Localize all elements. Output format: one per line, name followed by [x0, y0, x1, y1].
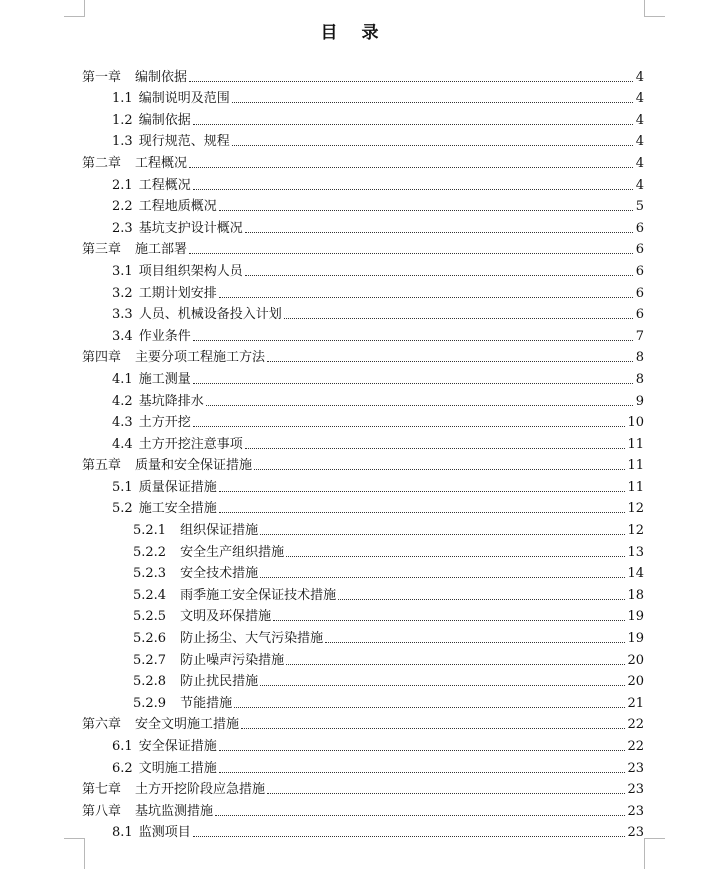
- toc-entry-page-number: 6: [635, 263, 644, 279]
- toc-entry-page-number: 4: [635, 69, 644, 85]
- toc-entry-page-number: 4: [635, 112, 644, 128]
- toc-entry-label: 节能措施: [180, 695, 233, 711]
- toc-entry-page-number: 23: [627, 825, 644, 841]
- toc-entry-number: 5.2.3: [133, 566, 167, 582]
- toc-entry-number: 1.2: [112, 112, 133, 128]
- toc-entry-number: 1.3: [112, 134, 133, 150]
- toc-entry-page-number: 10: [627, 415, 644, 431]
- toc-entry-number: 1.1: [112, 91, 133, 107]
- toc-dot-leader: [219, 512, 626, 513]
- toc-entry-label: 人员、机械设备投入计划: [138, 307, 282, 323]
- toc-entry[interactable]: [82, 712, 644, 734]
- toc-entry-number: 第八章: [82, 803, 122, 819]
- toc-entry-page-number: 4: [635, 91, 644, 107]
- toc-entry[interactable]: [82, 215, 644, 237]
- toc-dot-leader: [193, 426, 626, 427]
- toc-dot-leader: [284, 318, 633, 319]
- toc-dot-leader: [234, 707, 625, 708]
- toc-entry-label: 组织保证措施: [180, 523, 259, 539]
- toc-entry[interactable]: [82, 302, 644, 324]
- toc-entry-label: 安全文明施工措施: [135, 717, 240, 733]
- toc-entry-label: 工期计划安排: [138, 285, 217, 301]
- toc-entry-label: 文明及环保措施: [180, 609, 272, 625]
- toc-entry-number: 5.2: [112, 501, 133, 517]
- toc-entry-label: 基坑支护设计概况: [138, 220, 243, 236]
- toc-entry-label: 雨季施工安全保证技术措施: [180, 587, 337, 603]
- toc-entry-label: 监测项目: [138, 825, 191, 841]
- toc-dot-leader: [241, 728, 625, 729]
- toc-entry[interactable]: [82, 172, 644, 194]
- toc-entry[interactable]: [82, 496, 644, 518]
- toc-entry-page-number: 13: [627, 544, 644, 560]
- toc-entry-label: 安全生产组织措施: [180, 544, 285, 560]
- toc-entry-number: 2.2: [112, 199, 133, 215]
- toc-dot-leader: [245, 232, 633, 233]
- toc-entry-page-number: 5: [635, 199, 644, 215]
- toc-entry-label: 工程概况: [138, 177, 191, 193]
- toc-dot-leader: [286, 556, 625, 557]
- toc-entry-page-number: 4: [635, 177, 644, 193]
- toc-entry[interactable]: [82, 194, 644, 216]
- toc-dot-leader: [193, 836, 626, 837]
- toc-entry-number: 第六章: [82, 717, 122, 733]
- toc-dot-leader: [232, 102, 633, 103]
- toc-entry-number: 5.2.5: [133, 609, 167, 625]
- toc-entry-label: 土方开挖注意事项: [138, 436, 243, 452]
- toc-entry[interactable]: [82, 755, 644, 777]
- toc-entry-page-number: 6: [635, 285, 644, 301]
- toc-entry[interactable]: [82, 669, 644, 691]
- toc-entry-page-number: 9: [635, 393, 644, 409]
- toc-entry[interactable]: [82, 798, 644, 820]
- toc-entry-page-number: 23: [627, 782, 644, 798]
- toc-entry-label: 防止扰民措施: [180, 674, 259, 690]
- toc-entry-number: 4.3: [112, 415, 133, 431]
- toc-entry-page-number: 4: [635, 134, 644, 150]
- toc-entry-number: 4.4: [112, 436, 133, 452]
- toc-dot-leader: [189, 253, 633, 254]
- toc-entry[interactable]: [82, 561, 644, 583]
- toc-entry-number: 2.1: [112, 177, 133, 193]
- toc-entry[interactable]: [82, 539, 644, 561]
- table-of-contents: [82, 64, 644, 841]
- toc-entry-number: 4.2: [112, 393, 133, 409]
- toc-entry[interactable]: [82, 453, 644, 475]
- toc-entry-label: 文明施工措施: [138, 760, 217, 776]
- toc-title-char-1: 目: [320, 23, 340, 43]
- toc-dot-leader: [193, 189, 633, 190]
- toc-entry-page-number: 8: [635, 350, 644, 366]
- toc-dot-leader: [193, 383, 633, 384]
- toc-entry-page-number: 23: [627, 803, 644, 819]
- toc-dot-leader: [267, 361, 633, 362]
- toc-entry-label: 质量保证措施: [138, 479, 217, 495]
- toc-dot-leader: [219, 772, 626, 773]
- toc-entry-number: 3.1: [112, 263, 133, 279]
- toc-entry[interactable]: [82, 582, 644, 604]
- toc-dot-leader: [193, 124, 633, 125]
- toc-entry[interactable]: [82, 410, 644, 432]
- toc-entry-number: 5.1: [112, 479, 133, 495]
- toc-entry[interactable]: [82, 690, 644, 712]
- toc-entry-page-number: 6: [635, 242, 644, 258]
- toc-entry-label: 工程地质概况: [138, 199, 217, 215]
- toc-entry-page-number: 8: [635, 371, 644, 387]
- toc-entry-number: 2.3: [112, 220, 133, 236]
- toc-entry-number: 第五章: [82, 458, 122, 474]
- toc-entry-label: 项目组织架构人员: [138, 263, 243, 279]
- toc-entry-page-number: 12: [627, 501, 644, 517]
- toc-entry[interactable]: [82, 150, 644, 172]
- toc-dot-leader: [325, 642, 625, 643]
- toc-dot-leader: [286, 664, 625, 665]
- toc-entry-label: 主要分项工程施工方法: [135, 350, 266, 366]
- toc-entry-number: 6.1: [112, 739, 133, 754]
- toc-entry-page-number: 7: [635, 328, 644, 344]
- crop-mark-bottom-right: [644, 838, 665, 869]
- toc-entry-page-number: 20: [627, 674, 644, 690]
- toc-entry-label: 基坑监测措施: [135, 803, 214, 819]
- toc-entry[interactable]: [82, 777, 644, 799]
- toc-entry-page-number: 11: [627, 458, 644, 474]
- toc-entry-number: 第三章: [82, 242, 122, 258]
- toc-entry[interactable]: [82, 820, 644, 842]
- toc-entry[interactable]: [82, 647, 644, 669]
- toc-entry-page-number: 23: [627, 760, 644, 776]
- toc-dot-leader: [267, 793, 625, 794]
- toc-dot-leader: [189, 81, 633, 82]
- toc-entry-number: 5.2.1: [133, 523, 167, 539]
- toc-entry[interactable]: [82, 733, 644, 755]
- toc-title: [0, 18, 701, 43]
- toc-entry-number: 8.1: [112, 825, 133, 841]
- toc-entry-page-number: 11: [627, 479, 644, 495]
- toc-entry[interactable]: [82, 258, 644, 280]
- crop-mark-top-right: [644, 0, 665, 17]
- toc-entry-label: 编制说明及范围: [138, 91, 230, 107]
- toc-entry-label: 编制依据: [138, 112, 191, 128]
- toc-dot-leader: [219, 750, 626, 751]
- toc-entry-label: 施工安全措施: [138, 501, 217, 517]
- toc-entry-label: 土方开挖阶段应急措施: [135, 782, 266, 798]
- toc-entry-number: 5.2.2: [133, 544, 167, 560]
- toc-dot-leader: [193, 340, 633, 341]
- toc-entry[interactable]: [82, 366, 644, 388]
- toc-dot-leader: [245, 275, 633, 276]
- toc-entry-number: 5.2.4: [133, 587, 167, 603]
- toc-entry-label: 工程概况: [135, 155, 188, 171]
- toc-entry[interactable]: [82, 345, 644, 367]
- toc-dot-leader: [219, 210, 633, 211]
- toc-entry-number: 5.2.7: [133, 652, 167, 668]
- toc-entry-label: 防止扬尘、大气污染措施: [180, 631, 324, 647]
- toc-entry-label: 质量和安全保证措施: [135, 458, 253, 474]
- toc-entry-number: 第七章: [82, 782, 122, 798]
- toc-dot-leader: [254, 469, 625, 470]
- toc-dot-leader: [232, 145, 633, 146]
- toc-dot-leader: [260, 534, 625, 535]
- toc-entry-number: 3.4: [112, 328, 133, 344]
- toc-entry-page-number: 11: [627, 436, 644, 452]
- toc-entry[interactable]: [82, 323, 644, 345]
- toc-entry-label: 作业条件: [138, 328, 191, 344]
- toc-entry-number: 5.2.6: [133, 631, 167, 647]
- toc-entry-page-number: 22: [627, 739, 644, 754]
- toc-dot-leader: [260, 577, 625, 578]
- toc-entry-label: 土方开挖: [138, 415, 191, 431]
- toc-entry-number: 第四章: [82, 350, 122, 366]
- toc-entry-label: 现行规范、规程: [138, 134, 230, 150]
- toc-entry-page-number: 22: [627, 717, 644, 733]
- toc-dot-leader: [206, 405, 633, 406]
- toc-dot-leader: [215, 815, 625, 816]
- toc-entry-number: 6.2: [112, 760, 133, 776]
- toc-dot-leader: [219, 491, 626, 492]
- toc-entry-page-number: 6: [635, 307, 644, 323]
- toc-dot-leader: [273, 620, 625, 621]
- toc-entry-page-number: 21: [627, 695, 644, 711]
- toc-entry[interactable]: [82, 517, 644, 539]
- toc-title-char-2: 录: [361, 23, 381, 43]
- toc-entry[interactable]: [82, 237, 644, 259]
- toc-dot-leader: [260, 685, 625, 686]
- toc-entry[interactable]: [82, 129, 644, 151]
- toc-entry-page-number: 20: [627, 652, 644, 668]
- toc-entry-label: 施工部署: [135, 242, 188, 258]
- toc-entry-number: 第二章: [82, 155, 122, 171]
- toc-entry[interactable]: [82, 107, 644, 129]
- toc-dot-leader: [338, 599, 625, 600]
- toc-entry[interactable]: [82, 280, 644, 302]
- toc-entry-number: 第一章: [82, 69, 122, 85]
- toc-entry-page-number: 14: [627, 566, 644, 582]
- toc-dot-leader: [189, 167, 633, 168]
- toc-entry[interactable]: [82, 625, 644, 647]
- toc-entry[interactable]: [82, 388, 644, 410]
- toc-entry-number: 5.2.8: [133, 674, 167, 690]
- toc-entry-page-number: 19: [627, 609, 644, 625]
- toc-dot-leader: [219, 297, 633, 298]
- toc-entry[interactable]: [82, 474, 644, 496]
- toc-entry[interactable]: [82, 64, 644, 86]
- toc-entry-label: 基坑降排水: [138, 393, 204, 409]
- toc-entry-label: 防止噪声污染措施: [180, 652, 285, 668]
- toc-entry-label: 编制依据: [135, 69, 188, 85]
- toc-entry-page-number: 6: [635, 220, 644, 236]
- crop-mark-top-left: [64, 0, 85, 17]
- toc-entry-number: 3.3: [112, 307, 133, 323]
- toc-entry-number: 5.2.9: [133, 695, 167, 711]
- toc-entry-page-number: 18: [627, 587, 644, 603]
- toc-entry[interactable]: [82, 86, 644, 108]
- toc-entry-number: 4.1: [112, 371, 133, 387]
- toc-entry[interactable]: [82, 431, 644, 453]
- toc-entry-page-number: 19: [627, 631, 644, 647]
- crop-mark-bottom-left: [64, 838, 85, 869]
- toc-entry-label: 施工测量: [138, 371, 191, 387]
- toc-dot-leader: [245, 448, 626, 449]
- toc-entry-page-number: 4: [635, 155, 644, 171]
- toc-entry-page-number: 12: [627, 523, 644, 539]
- toc-entry-number: 3.2: [112, 285, 133, 301]
- toc-entry-label: 安全保证措施: [138, 739, 217, 754]
- toc-entry-label: 安全技术措施: [180, 566, 259, 582]
- toc-entry[interactable]: [82, 604, 644, 626]
